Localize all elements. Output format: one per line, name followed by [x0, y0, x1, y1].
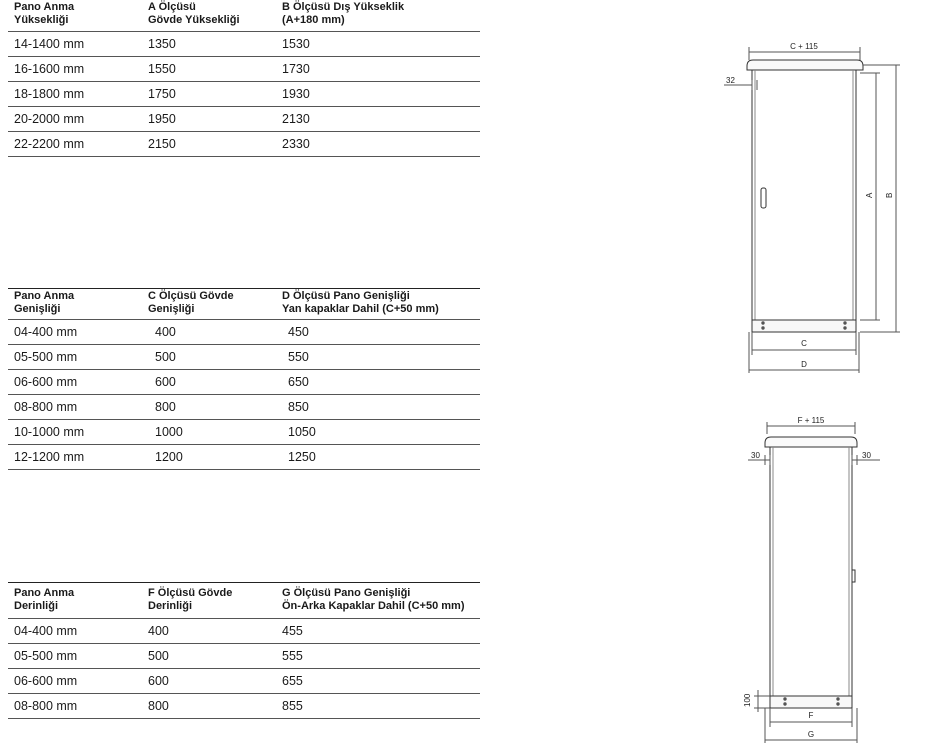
table-cell: 1750 — [148, 87, 176, 101]
table-cell: 16-1600 mm — [14, 62, 85, 76]
table-row — [8, 106, 480, 131]
table-header — [8, 288, 480, 319]
dim-30-right: 30 — [862, 451, 871, 460]
table-cell: 12-1200 mm — [14, 450, 85, 464]
table-cell: 05-500 mm — [14, 649, 78, 663]
header-cell: C Ölçüsü Gövde Genişliği — [148, 290, 234, 315]
table-cell: 18-1800 mm — [14, 87, 85, 101]
dim-b: B — [885, 192, 894, 198]
table-cell: 1250 — [288, 450, 316, 464]
table-cell: 06-600 mm — [14, 674, 78, 688]
side-view-drawing — [740, 410, 890, 750]
table-cell: 500 — [155, 350, 176, 364]
table-row — [8, 369, 480, 394]
table-header — [8, 582, 480, 618]
dim-f: F — [808, 711, 814, 720]
front-view-drawing — [700, 30, 920, 375]
table-cell: 600 — [148, 674, 169, 688]
table-cell: 1930 — [282, 87, 310, 101]
table-cell: 600 — [155, 375, 176, 389]
table-row — [8, 618, 480, 643]
table-cell: 10-1000 mm — [14, 425, 85, 439]
table-cell: 1550 — [148, 62, 176, 76]
dim-g: G — [807, 730, 815, 739]
width-table — [8, 288, 480, 470]
table-cell: 555 — [282, 649, 303, 663]
depth-table — [8, 582, 480, 719]
table-row — [8, 319, 480, 344]
height-table — [8, 1, 480, 157]
table-row — [8, 344, 480, 369]
table-cell: 1530 — [282, 37, 310, 51]
table-cell: 450 — [288, 325, 309, 339]
table-cell: 04-400 mm — [14, 325, 78, 339]
table-cell: 1000 — [155, 425, 183, 439]
header-cell: F Ölçüsü Gövde Derinliği — [148, 587, 233, 612]
table-row — [8, 131, 480, 157]
dim-100: 100 — [743, 693, 752, 707]
table-cell: 05-500 mm — [14, 350, 78, 364]
table-cell: 1050 — [288, 425, 316, 439]
header-cell: D Ölçüsü Pano Genişliği Yan kapaklar Dahil (C+50 mm) — [282, 290, 439, 315]
table-cell: 500 — [148, 649, 169, 663]
table-cell: 04-400 mm — [14, 624, 78, 638]
header-cell: Pano Anma Yüksekliği — [14, 1, 75, 26]
header-cell: G Ölçüsü Pano Genişliği Ön-Arka Kapaklar Dahil (C+50 mm) — [282, 587, 465, 612]
table-cell: 455 — [282, 624, 303, 638]
dim-32: 32 — [726, 76, 735, 85]
table-cell: 1350 — [148, 37, 176, 51]
table-cell: 650 — [288, 375, 309, 389]
table-row — [8, 394, 480, 419]
table-row — [8, 693, 480, 719]
table-cell: 1200 — [155, 450, 183, 464]
dim-d: D — [801, 360, 807, 369]
table-cell: 850 — [288, 400, 309, 414]
table-cell: 400 — [155, 325, 176, 339]
table-cell: 22-2200 mm — [14, 137, 85, 151]
table-row — [8, 668, 480, 693]
header-cell: A Ölçüsü Gövde Yüksekliği — [148, 1, 240, 26]
table-row — [8, 444, 480, 470]
table-row — [8, 419, 480, 444]
table-cell: 06-600 mm — [14, 375, 78, 389]
dim-a: A — [865, 192, 874, 198]
table-cell: 2330 — [282, 137, 310, 151]
header-cell: Pano Anma Genişliği — [14, 290, 75, 315]
table-row — [8, 81, 480, 106]
table-cell: 20-2000 mm — [14, 112, 85, 126]
table-cell: 1730 — [282, 62, 310, 76]
table-cell: 655 — [282, 674, 303, 688]
table-cell: 800 — [155, 400, 176, 414]
table-row — [8, 643, 480, 668]
table-cell: 2150 — [148, 137, 176, 151]
table-cell: 1950 — [148, 112, 176, 126]
table-cell: 400 — [148, 624, 169, 638]
table-header — [8, 1, 480, 31]
dim-30-left: 30 — [751, 451, 760, 460]
dim-c115: C + 115 — [790, 42, 818, 51]
table-cell: 08-800 mm — [14, 699, 78, 713]
table-row — [8, 56, 480, 81]
table-cell: 08-800 mm — [14, 400, 78, 414]
table-cell: 800 — [148, 699, 169, 713]
header-cell: B Ölçüsü Dış Yükseklik (A+180 mm) — [282, 1, 405, 26]
header-cell: Pano Anma Derinliği — [14, 587, 75, 612]
dim-f115: F + 115 — [797, 416, 825, 425]
table-cell: 14-1400 mm — [14, 37, 85, 51]
table-cell: 855 — [282, 699, 303, 713]
table-row — [8, 31, 480, 56]
table-cell: 2130 — [282, 112, 310, 126]
table-cell: 550 — [288, 350, 309, 364]
dim-c: C — [801, 339, 807, 348]
